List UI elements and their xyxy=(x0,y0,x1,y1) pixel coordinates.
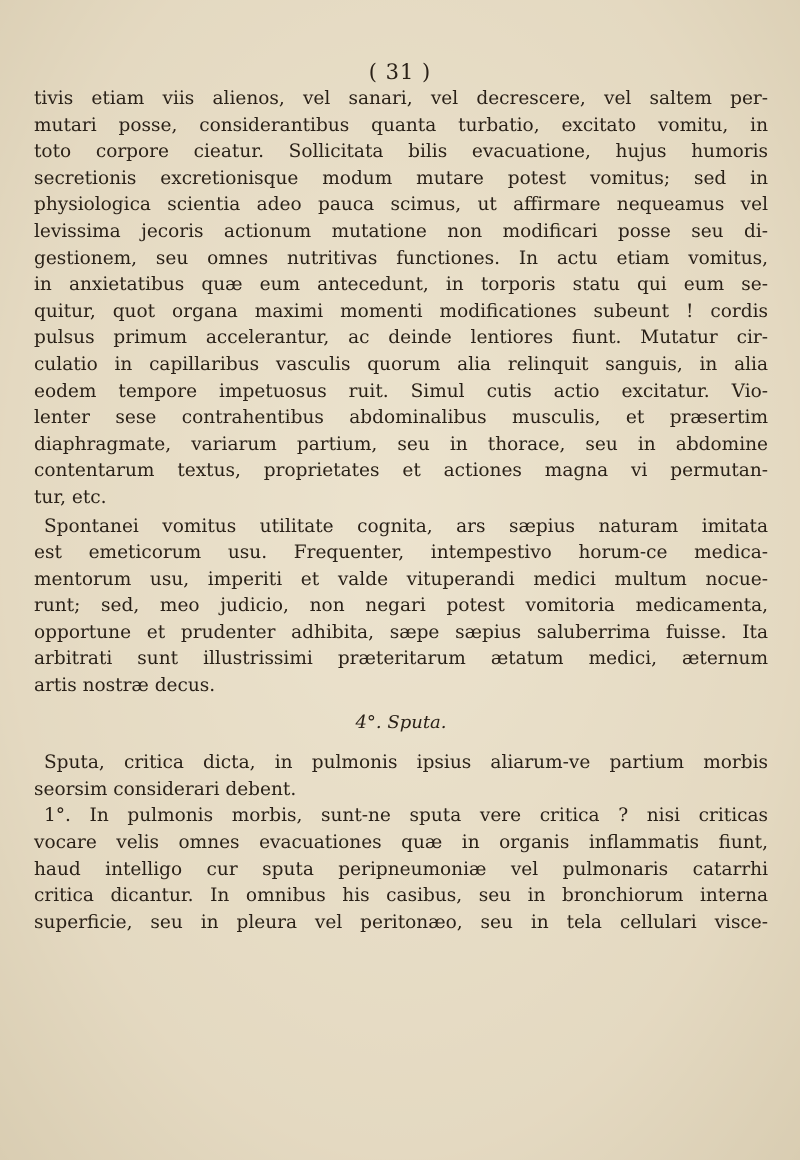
text-line: Spontanei vomitus utilitate cognita, ars sæpius naturam imitata xyxy=(44,515,768,537)
text-line: tur, etc. xyxy=(34,486,107,508)
text-line: 1°. In pulmonis morbis, sunt-ne sputa vere critica ? nisi criticas xyxy=(44,805,768,827)
text-line: physiologica scientia adeo pauca scimus, ut affirmare nequeamus vel xyxy=(34,194,768,216)
paragraph-3 xyxy=(34,750,768,803)
text-line: quitur, quot organa maximi momenti modificationes subeunt ! cordis xyxy=(34,300,768,322)
text-line: secretionis excretionisque modum mutare potest vomitus; sed in xyxy=(34,167,768,189)
text-line: Sputa, critica dicta, in pulmonis ipsius aliarum-ve partium morbis xyxy=(44,752,768,774)
paragraph-4 xyxy=(34,803,768,936)
text-line: pulsus primum accelerantur, ac deinde lentiores fiunt. Mutatur cir- xyxy=(34,327,768,349)
text-line: in anxietatibus quæ eum antecedunt, in torporis statu qui eum se- xyxy=(34,274,768,296)
text-line: opportune et prudenter adhibita, sæpe sæpius saluberrima fuisse. Ita xyxy=(34,621,768,643)
text-line: critica dicantur. In omnibus his casibus, seu in bronchiorum interna xyxy=(34,885,768,907)
text-line: artis nostræ decus. xyxy=(34,675,216,697)
text-line: superficie, seu in pleura vel peritonæo, seu in tela cellulari visce- xyxy=(34,911,768,933)
text-line: gestionem, seu omnes nutritivas functiones. In actu etiam vomitus, xyxy=(34,247,768,269)
text-line: lenter sese contrahentibus abdominalibus musculis, et præsertim xyxy=(34,407,768,429)
text-line: contentarum textus, proprietates et actiones magna vi permutan- xyxy=(34,460,768,482)
text-line: vocare velis omnes evacuationes quæ in organis inflammatis fiunt, xyxy=(34,832,768,854)
text-line: mentorum usu, imperiti et valde vituperandi medici multum nocue- xyxy=(34,568,768,590)
text-line: tivis etiam viis alienos, vel sanari, vel decrescere, vel saltem per- xyxy=(34,88,768,109)
text-line: diaphragmate, variarum partium, seu in thorace, seu in abdomine xyxy=(34,433,768,455)
text-line: levissima jecoris actionum mutatione non modificari posse seu di- xyxy=(34,220,768,242)
text-line: toto corpore cieatur. Sollicitata bilis evacuatione, hujus humoris xyxy=(34,141,768,163)
text-line: runt; sed, meo judicio, non negari potest vomitoria medicamenta, xyxy=(34,595,768,617)
body-text xyxy=(34,86,768,936)
text-line: haud intelligo cur sputa peripneumoniæ vel pulmonaris catarrhi xyxy=(34,858,768,880)
paragraph-1 xyxy=(34,86,768,512)
text-line: est emeticorum usu. Frequenter, intempestivo horum-ce medica- xyxy=(34,542,768,564)
text-line: eodem tempore impetuosus ruit. Simul cutis actio excitatur. Vio- xyxy=(34,380,768,402)
text-line: arbitrati sunt illustrissimi præteritarum ætatum medici, æternum xyxy=(34,648,768,670)
text-line: seorsim considerari debent. xyxy=(34,778,297,800)
text-line: mutari posse, considerantibus quanta turbatio, excitato vomitu, in xyxy=(34,114,768,136)
page-number: ( 31 ) xyxy=(368,60,432,84)
text-line: culatio in capillaribus vasculis quorum alia relinquit sanguis, in alia xyxy=(34,353,768,375)
paragraph-2 xyxy=(34,514,768,700)
section-heading: 4°. Sputa. xyxy=(355,711,447,733)
